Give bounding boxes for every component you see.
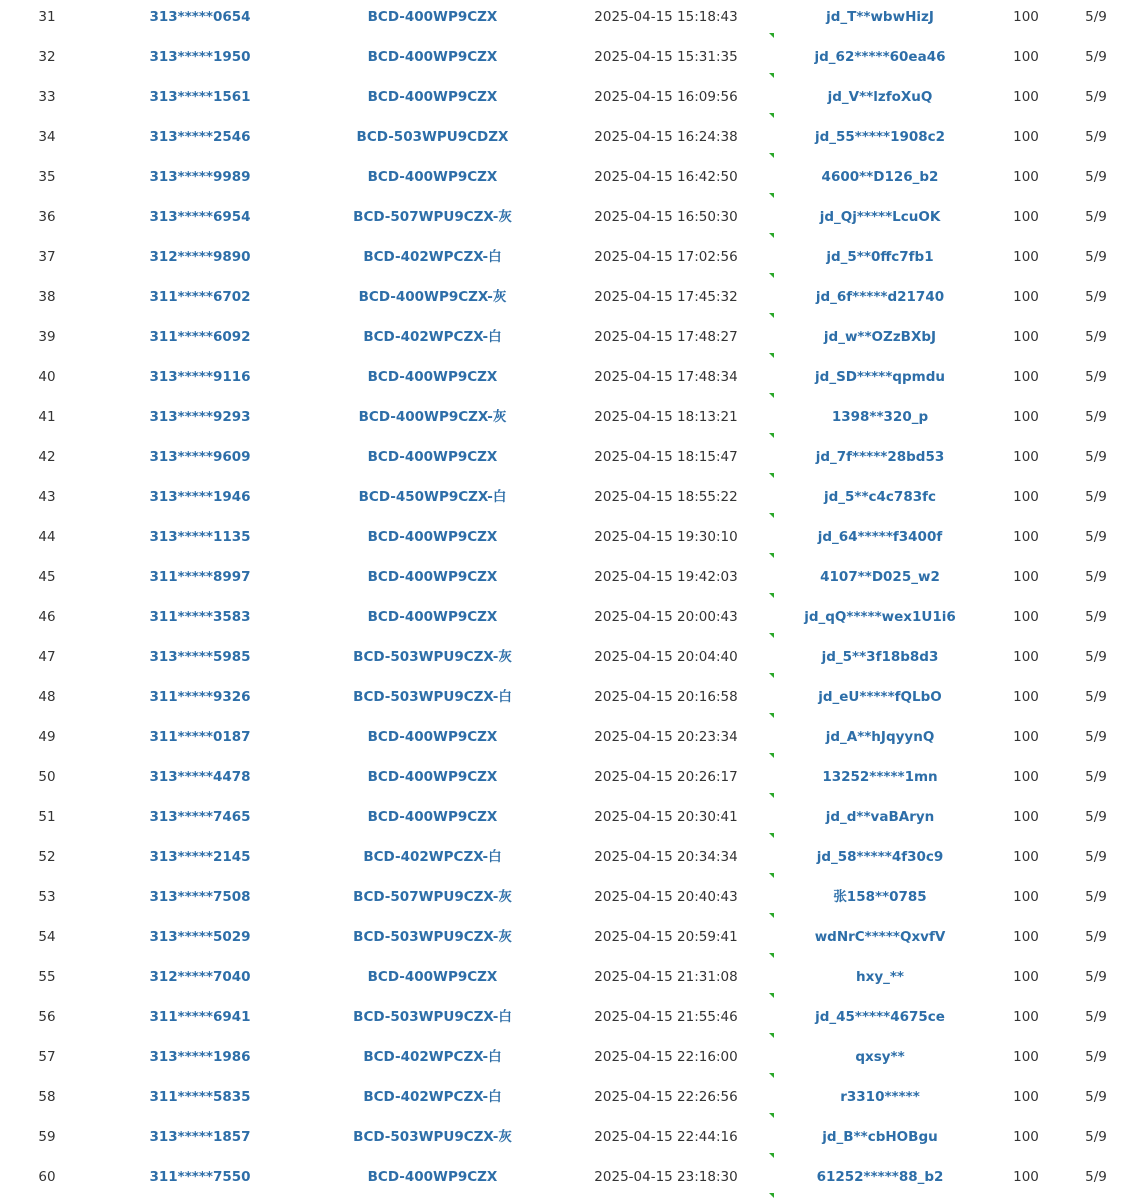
table-row [0, 317, 1125, 357]
order-time: 2025-04-15 22:44:16 [594, 1129, 738, 1145]
order-time: 2025-04-15 20:23:34 [594, 729, 738, 745]
row-index: 50 [38, 769, 56, 785]
order-number-link[interactable]: 311*****3583 [149, 609, 251, 625]
user-account-link[interactable]: wdNrC*****QxvfV [814, 929, 946, 945]
amount-value: 100 [1013, 169, 1039, 185]
amount-value: 100 [1013, 1169, 1039, 1185]
order-number-link[interactable]: 311*****6702 [149, 289, 251, 305]
product-model-link[interactable]: BCD-400WP9CZX [367, 609, 498, 625]
ratio-value: 5/9 [1085, 849, 1107, 865]
table-row [0, 797, 1125, 837]
product-model-link[interactable]: BCD-402WPCZX-白 [363, 1089, 502, 1105]
order-time: 2025-04-15 16:24:38 [594, 129, 738, 145]
order-time: 2025-04-15 21:55:46 [594, 1009, 738, 1025]
order-time: 2025-04-15 17:48:27 [594, 329, 738, 345]
ratio-value: 5/9 [1085, 1089, 1107, 1105]
user-account-link[interactable]: 61252*****88_b2 [816, 1169, 944, 1185]
user-account-link[interactable]: r3310***** [840, 1089, 920, 1105]
row-index: 57 [38, 1049, 56, 1065]
product-model-link[interactable]: BCD-400WP9CZX [367, 969, 498, 985]
row-index: 53 [38, 889, 56, 905]
product-model-link[interactable]: BCD-503WPU9CZX-灰 [353, 649, 512, 665]
order-number-link[interactable]: 311*****7550 [149, 1169, 251, 1185]
order-number-link[interactable]: 313*****6954 [149, 209, 251, 225]
ratio-value: 5/9 [1085, 209, 1107, 225]
row-index: 47 [38, 649, 56, 665]
ratio-value: 5/9 [1085, 649, 1107, 665]
amount-value: 100 [1013, 889, 1039, 905]
product-model-link[interactable]: BCD-400WP9CZX [367, 89, 498, 105]
user-account-link[interactable]: jd_qQ*****wex1U1i6 [804, 609, 956, 625]
user-account-link[interactable]: jd_5**3f18b8d3 [821, 649, 939, 665]
order-time: 2025-04-15 20:30:41 [594, 809, 738, 825]
order-number-link[interactable]: 313*****0654 [149, 9, 251, 25]
order-number-link[interactable]: 311*****9326 [149, 689, 251, 705]
order-number-link[interactable]: 313*****5985 [149, 649, 251, 665]
product-model-link[interactable]: BCD-400WP9CZX [367, 769, 498, 785]
user-account-link[interactable]: jd_A**hJqyynQ [825, 729, 935, 745]
ratio-value: 5/9 [1085, 569, 1107, 585]
row-index: 40 [38, 369, 56, 385]
table-row [0, 1117, 1125, 1157]
amount-value: 100 [1013, 489, 1039, 505]
product-model-link[interactable]: BCD-402WPCZX-白 [363, 849, 502, 865]
table-row [0, 397, 1125, 437]
order-time: 2025-04-15 18:55:22 [594, 489, 738, 505]
table-row [0, 437, 1125, 477]
row-index: 46 [38, 609, 56, 625]
product-model-link[interactable]: BCD-400WP9CZX [367, 1169, 498, 1185]
amount-value: 100 [1013, 609, 1039, 625]
table-row [0, 837, 1125, 877]
user-account-link[interactable]: 1398**320_p [831, 409, 929, 425]
user-account-link[interactable]: jd_7f*****28bd53 [815, 449, 945, 465]
row-index: 52 [38, 849, 56, 865]
user-account-link[interactable]: jd_V**lzfoXuQ [827, 89, 933, 105]
order-number-link[interactable]: 313*****2546 [149, 129, 251, 145]
order-time: 2025-04-15 16:09:56 [594, 89, 738, 105]
ratio-value: 5/9 [1085, 249, 1107, 265]
product-model-link[interactable]: BCD-503WPU9CZX-灰 [353, 1129, 512, 1145]
order-time: 2025-04-15 20:59:41 [594, 929, 738, 945]
amount-value: 100 [1013, 1049, 1039, 1065]
amount-value: 100 [1013, 129, 1039, 145]
ratio-value: 5/9 [1085, 329, 1107, 345]
ratio-value: 5/9 [1085, 9, 1107, 25]
order-time: 2025-04-15 18:15:47 [594, 449, 738, 465]
order-number-link[interactable]: 313*****9116 [149, 369, 251, 385]
ratio-value: 5/9 [1085, 449, 1107, 465]
ratio-value: 5/9 [1085, 169, 1107, 185]
product-model-link[interactable]: BCD-400WP9CZX [367, 529, 498, 545]
product-model-link[interactable]: BCD-400WP9CZX [367, 449, 498, 465]
order-number-link[interactable]: 313*****7465 [149, 809, 251, 825]
ratio-value: 5/9 [1085, 1169, 1107, 1185]
order-time: 2025-04-15 15:18:43 [594, 9, 738, 25]
amount-value: 100 [1013, 369, 1039, 385]
ratio-value: 5/9 [1085, 129, 1107, 145]
amount-value: 100 [1013, 809, 1039, 825]
row-index: 60 [38, 1169, 56, 1185]
amount-value: 100 [1013, 969, 1039, 985]
product-model-link[interactable]: BCD-400WP9CZX [367, 809, 498, 825]
ratio-value: 5/9 [1085, 809, 1107, 825]
order-time: 2025-04-15 17:48:34 [594, 369, 738, 385]
amount-value: 100 [1013, 689, 1039, 705]
row-index: 55 [38, 969, 56, 985]
product-model-link[interactable]: BCD-503WPU9CZX-白 [353, 689, 512, 705]
row-index: 31 [38, 9, 56, 25]
amount-value: 100 [1013, 89, 1039, 105]
amount-value: 100 [1013, 569, 1039, 585]
amount-value: 100 [1013, 769, 1039, 785]
order-number-link[interactable]: 313*****1950 [149, 49, 251, 65]
order-number-link[interactable]: 313*****1561 [149, 89, 251, 105]
row-index: 38 [38, 289, 56, 305]
table-row [0, 677, 1125, 717]
product-model-link[interactable]: BCD-450WP9CZX-白 [358, 489, 507, 505]
order-time: 2025-04-15 19:42:03 [594, 569, 738, 585]
amount-value: 100 [1013, 209, 1039, 225]
table-row [0, 357, 1125, 397]
table-row [0, 197, 1125, 237]
table-row [0, 917, 1125, 957]
row-index: 54 [38, 929, 56, 945]
table-row [0, 637, 1125, 677]
amount-value: 100 [1013, 929, 1039, 945]
user-account-link[interactable]: 13252*****1mn [822, 769, 938, 785]
order-number-link[interactable]: 313*****4478 [149, 769, 251, 785]
cell-marker-icon [769, 1193, 774, 1198]
table-row [0, 1037, 1125, 1077]
user-account-link[interactable]: jd_SD*****qpmdu [815, 369, 945, 385]
product-model-link[interactable]: BCD-400WP9CZX [367, 169, 498, 185]
row-index: 58 [38, 1089, 56, 1105]
order-time: 2025-04-15 20:04:40 [594, 649, 738, 665]
user-account-link[interactable]: 张158**0785 [833, 889, 927, 905]
table-row [0, 957, 1125, 997]
table-row [0, 1157, 1125, 1197]
product-model-link[interactable]: BCD-402WPCZX-白 [363, 329, 502, 345]
table-row [0, 517, 1125, 557]
table-row [0, 77, 1125, 117]
order-number-link[interactable]: 311*****0187 [149, 729, 251, 745]
user-account-link[interactable]: jd_eU*****fQLbO [818, 689, 942, 705]
amount-value: 100 [1013, 249, 1039, 265]
row-index: 37 [38, 249, 56, 265]
order-number-link[interactable]: 313*****9609 [149, 449, 251, 465]
row-index: 59 [38, 1129, 56, 1145]
amount-value: 100 [1013, 1129, 1039, 1145]
product-model-link[interactable]: BCD-503WPU9CZX-灰 [353, 929, 512, 945]
amount-value: 100 [1013, 289, 1039, 305]
row-index: 35 [38, 169, 56, 185]
order-number-link[interactable]: 313*****7508 [149, 889, 251, 905]
order-time: 2025-04-15 22:16:00 [594, 1049, 738, 1065]
amount-value: 100 [1013, 409, 1039, 425]
user-account-link[interactable]: jd_d**vaBAryn [825, 809, 935, 825]
order-time: 2025-04-15 20:26:17 [594, 769, 738, 785]
order-number-link[interactable]: 311*****5835 [149, 1089, 251, 1105]
product-model-link[interactable]: BCD-400WP9CZX [367, 49, 498, 65]
product-model-link[interactable]: BCD-507WPU9CZX-灰 [353, 209, 512, 225]
user-account-link[interactable]: jd_Qj*****LcuOK [819, 209, 941, 225]
table-row [0, 757, 1125, 797]
ratio-value: 5/9 [1085, 1049, 1107, 1065]
user-account-link[interactable]: jd_55*****1908c2 [814, 129, 946, 145]
order-number-link[interactable]: 313*****1946 [149, 489, 251, 505]
order-time: 2025-04-15 21:31:08 [594, 969, 738, 985]
ratio-value: 5/9 [1085, 409, 1107, 425]
ratio-value: 5/9 [1085, 1009, 1107, 1025]
product-model-link[interactable]: BCD-402WPCZX-白 [363, 1049, 502, 1065]
ratio-value: 5/9 [1085, 769, 1107, 785]
ratio-value: 5/9 [1085, 729, 1107, 745]
table-row [0, 277, 1125, 317]
row-index: 56 [38, 1009, 56, 1025]
order-number-link[interactable]: 311*****6941 [149, 1009, 251, 1025]
user-account-link[interactable]: jd_62*****60ea46 [814, 49, 946, 65]
product-model-link[interactable]: BCD-400WP9CZX [367, 729, 498, 745]
table-row [0, 117, 1125, 157]
order-number-link[interactable]: 313*****1135 [149, 529, 251, 545]
product-model-link[interactable]: BCD-400WP9CZX [367, 369, 498, 385]
order-time: 2025-04-15 16:50:30 [594, 209, 738, 225]
order-number-link[interactable]: 313*****2145 [149, 849, 251, 865]
row-index: 42 [38, 449, 56, 465]
user-account-link[interactable]: 4107**D025_w2 [820, 569, 940, 585]
amount-value: 100 [1013, 849, 1039, 865]
amount-value: 100 [1013, 9, 1039, 25]
product-model-link[interactable]: BCD-400WP9CZX [367, 569, 498, 585]
user-account-link[interactable]: jd_w**OZzBXbJ [823, 329, 937, 345]
order-time: 2025-04-15 17:45:32 [594, 289, 738, 305]
ratio-value: 5/9 [1085, 369, 1107, 385]
order-number-link[interactable]: 313*****9989 [149, 169, 251, 185]
product-model-link[interactable]: BCD-400WP9CZX-灰 [358, 289, 507, 305]
row-index: 36 [38, 209, 56, 225]
table-row [0, 597, 1125, 637]
table-row [0, 157, 1125, 197]
table-row [0, 0, 1125, 37]
row-index: 45 [38, 569, 56, 585]
order-number-link[interactable]: 313*****1986 [149, 1049, 251, 1065]
row-index: 34 [38, 129, 56, 145]
table-row [0, 997, 1125, 1037]
ratio-value: 5/9 [1085, 289, 1107, 305]
user-account-link[interactable]: jd_6f*****d21740 [815, 289, 945, 305]
amount-value: 100 [1013, 729, 1039, 745]
table-row [0, 717, 1125, 757]
order-time: 2025-04-15 22:26:56 [594, 1089, 738, 1105]
amount-value: 100 [1013, 649, 1039, 665]
row-index: 32 [38, 49, 56, 65]
order-number-link[interactable]: 311*****6092 [149, 329, 251, 345]
amount-value: 100 [1013, 529, 1039, 545]
order-number-link[interactable]: 311*****8997 [149, 569, 251, 585]
table-row [0, 477, 1125, 517]
product-model-link[interactable]: BCD-503WPU9CZX-白 [353, 1009, 512, 1025]
order-time: 2025-04-15 18:13:21 [594, 409, 738, 425]
row-index: 41 [38, 409, 56, 425]
user-account-link[interactable]: 4600**D126_b2 [821, 169, 939, 185]
product-model-link[interactable]: BCD-400WP9CZX [367, 9, 498, 25]
amount-value: 100 [1013, 329, 1039, 345]
user-account-link[interactable]: jd_B**cbHOBgu [822, 1129, 938, 1145]
product-model-link[interactable]: BCD-507WPU9CZX-灰 [353, 889, 512, 905]
user-account-link[interactable]: qxsy** [855, 1049, 905, 1065]
ratio-value: 5/9 [1085, 49, 1107, 65]
ratio-value: 5/9 [1085, 689, 1107, 705]
order-number-link[interactable]: 313*****5029 [149, 929, 251, 945]
row-index: 44 [38, 529, 56, 545]
row-index: 49 [38, 729, 56, 745]
user-account-link[interactable]: jd_45*****4675ce [815, 1009, 945, 1025]
user-account-link[interactable]: hxy_** [856, 969, 904, 985]
ratio-value: 5/9 [1085, 89, 1107, 105]
user-account-link[interactable]: jd_58*****4f30c9 [816, 849, 944, 865]
row-index: 33 [38, 89, 56, 105]
row-index: 48 [38, 689, 56, 705]
user-account-link[interactable]: jd_5**0ffc7fb1 [826, 249, 934, 265]
order-number-link[interactable]: 313*****9293 [149, 409, 251, 425]
amount-value: 100 [1013, 449, 1039, 465]
table-row [0, 557, 1125, 597]
ratio-value: 5/9 [1085, 529, 1107, 545]
ratio-value: 5/9 [1085, 929, 1107, 945]
user-account-link[interactable]: jd_64*****f3400f [817, 529, 943, 545]
order-time: 2025-04-15 23:18:30 [594, 1169, 738, 1185]
order-number-link[interactable]: 312*****9890 [149, 249, 251, 265]
ratio-value: 5/9 [1085, 1129, 1107, 1145]
amount-value: 100 [1013, 49, 1039, 65]
product-model-link[interactable]: BCD-503WPU9CDZX [356, 129, 509, 145]
ratio-value: 5/9 [1085, 609, 1107, 625]
table-row [0, 1077, 1125, 1117]
user-account-link[interactable]: jd_5**c4c783fc [823, 489, 936, 505]
order-time: 2025-04-15 15:31:35 [594, 49, 738, 65]
row-index: 39 [38, 329, 56, 345]
product-model-link[interactable]: BCD-400WP9CZX-灰 [358, 409, 507, 425]
amount-value: 100 [1013, 1089, 1039, 1105]
order-time: 2025-04-15 20:34:34 [594, 849, 738, 865]
order-time: 2025-04-15 16:42:50 [594, 169, 738, 185]
table-row [0, 37, 1125, 77]
amount-value: 100 [1013, 1009, 1039, 1025]
row-index: 43 [38, 489, 56, 505]
order-number-link[interactable]: 313*****1857 [149, 1129, 251, 1145]
ratio-value: 5/9 [1085, 489, 1107, 505]
order-time: 2025-04-15 20:40:43 [594, 889, 738, 905]
table-row [0, 237, 1125, 277]
user-account-link[interactable]: jd_T**wbwHizJ [826, 9, 934, 25]
ratio-value: 5/9 [1085, 969, 1107, 985]
row-index: 51 [38, 809, 56, 825]
order-time: 2025-04-15 17:02:56 [594, 249, 738, 265]
ratio-value: 5/9 [1085, 889, 1107, 905]
product-model-link[interactable]: BCD-402WPCZX-白 [363, 249, 502, 265]
order-time: 2025-04-15 20:00:43 [594, 609, 738, 625]
order-time: 2025-04-15 20:16:58 [594, 689, 738, 705]
order-time: 2025-04-15 19:30:10 [594, 529, 738, 545]
table-row [0, 877, 1125, 917]
order-number-link[interactable]: 312*****7040 [149, 969, 251, 985]
